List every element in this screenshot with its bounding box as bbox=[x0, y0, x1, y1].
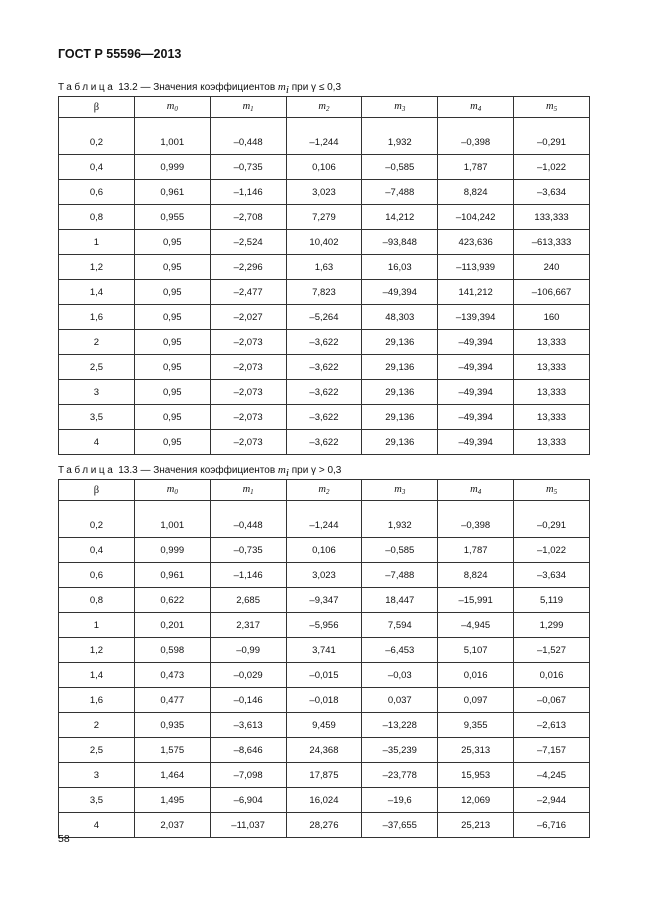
table2-col-header: $m_5$ bbox=[514, 480, 590, 501]
table-cell: 0,201 bbox=[134, 613, 210, 638]
table-cell: –0,735 bbox=[210, 538, 286, 563]
table-cell: –0,99 bbox=[210, 638, 286, 663]
table-cell: 3,5 bbox=[59, 788, 135, 813]
table-cell: 48,303 bbox=[362, 305, 438, 330]
table-cell: –0,448 bbox=[210, 118, 286, 155]
table-cell: 28,276 bbox=[286, 813, 362, 838]
table-cell: 0,598 bbox=[134, 638, 210, 663]
table1-col-header: β bbox=[59, 97, 135, 118]
table-cell: –4,945 bbox=[438, 613, 514, 638]
table-cell: 0,999 bbox=[134, 538, 210, 563]
table-cell: 0,016 bbox=[438, 663, 514, 688]
table-cell: 1,932 bbox=[362, 501, 438, 538]
table-cell: 0,097 bbox=[438, 688, 514, 713]
table-row bbox=[59, 501, 590, 538]
table-cell: –2,477 bbox=[210, 280, 286, 305]
table-cell: –9,347 bbox=[286, 588, 362, 613]
table-cell: –37,655 bbox=[362, 813, 438, 838]
table2-caption-cond: при γ > 0,3 bbox=[288, 465, 342, 476]
table2-caption bbox=[58, 464, 341, 479]
table-row bbox=[59, 380, 590, 405]
table-cell: 12,069 bbox=[438, 788, 514, 813]
table-cell: –2,073 bbox=[210, 405, 286, 430]
table-cell: –1,022 bbox=[514, 538, 590, 563]
table-cell: –4,245 bbox=[514, 763, 590, 788]
table-cell: 0,4 bbox=[59, 538, 135, 563]
table-row bbox=[59, 663, 590, 688]
table-cell: –0,585 bbox=[362, 538, 438, 563]
table-cell: 29,136 bbox=[362, 430, 438, 455]
table-row bbox=[59, 280, 590, 305]
table-cell: –1,244 bbox=[286, 501, 362, 538]
table-cell: 1,932 bbox=[362, 118, 438, 155]
table-cell: 16,024 bbox=[286, 788, 362, 813]
table-cell: 0,477 bbox=[134, 688, 210, 713]
table-cell: 3,5 bbox=[59, 405, 135, 430]
table-row bbox=[59, 563, 590, 588]
table-cell: 3 bbox=[59, 763, 135, 788]
table-cell: –2,524 bbox=[210, 230, 286, 255]
table-cell: 141,212 bbox=[438, 280, 514, 305]
table-cell: –49,394 bbox=[438, 330, 514, 355]
table-cell: –49,394 bbox=[438, 430, 514, 455]
table-cell: 7,823 bbox=[286, 280, 362, 305]
table-cell: –139,394 bbox=[438, 305, 514, 330]
table-cell: –3,622 bbox=[286, 405, 362, 430]
table-row bbox=[59, 205, 590, 230]
table-row bbox=[59, 713, 590, 738]
table-cell: 2,685 bbox=[210, 588, 286, 613]
table-cell: 2,5 bbox=[59, 738, 135, 763]
table-cell: 1,001 bbox=[134, 501, 210, 538]
table-cell: 1 bbox=[59, 230, 135, 255]
table1-col-header: $m_5$ bbox=[514, 97, 590, 118]
table1-col-header: $m_2$ bbox=[286, 97, 362, 118]
table-cell: 1,001 bbox=[134, 118, 210, 155]
table-13-3 bbox=[58, 479, 590, 838]
table-cell: –2,073 bbox=[210, 380, 286, 405]
table-cell: –3,634 bbox=[514, 180, 590, 205]
table-cell: –5,956 bbox=[286, 613, 362, 638]
table-cell: 1,299 bbox=[514, 613, 590, 638]
table-cell: –3,622 bbox=[286, 380, 362, 405]
table-cell: –49,394 bbox=[438, 355, 514, 380]
table-cell: 0,95 bbox=[134, 255, 210, 280]
table-cell: 0,95 bbox=[134, 305, 210, 330]
table1-col-header: $m_1$ bbox=[210, 97, 286, 118]
table-cell: –3,634 bbox=[514, 563, 590, 588]
table-cell: 4 bbox=[59, 813, 135, 838]
table-cell: 0,8 bbox=[59, 205, 135, 230]
table-cell: 29,136 bbox=[362, 380, 438, 405]
document-header: ГОСТ Р 55596—2013 bbox=[58, 47, 182, 61]
table-cell: –11,037 bbox=[210, 813, 286, 838]
table-cell: 0,106 bbox=[286, 538, 362, 563]
table-cell: 0,8 bbox=[59, 588, 135, 613]
table-cell: 13,333 bbox=[514, 355, 590, 380]
table-cell: 16,03 bbox=[362, 255, 438, 280]
table-cell: –0,146 bbox=[210, 688, 286, 713]
table-cell: –35,239 bbox=[362, 738, 438, 763]
table-cell: 2,317 bbox=[210, 613, 286, 638]
table-cell: –49,394 bbox=[438, 380, 514, 405]
table-cell: 0,999 bbox=[134, 155, 210, 180]
table-cell: 0,473 bbox=[134, 663, 210, 688]
table-cell: –0,398 bbox=[438, 501, 514, 538]
table-cell: –0,735 bbox=[210, 155, 286, 180]
table-cell: –2,613 bbox=[514, 713, 590, 738]
table-cell: –2,073 bbox=[210, 430, 286, 455]
table-cell: –49,394 bbox=[438, 405, 514, 430]
table-cell: –2,708 bbox=[210, 205, 286, 230]
table-cell: –3,622 bbox=[286, 355, 362, 380]
table-row bbox=[59, 255, 590, 280]
table-cell: 14,212 bbox=[362, 205, 438, 230]
table-cell: –15,991 bbox=[438, 588, 514, 613]
table2-caption-var: m bbox=[277, 464, 286, 476]
table-cell: 1,6 bbox=[59, 305, 135, 330]
table-row bbox=[59, 738, 590, 763]
table-cell: –0,018 bbox=[286, 688, 362, 713]
table-cell: 7,594 bbox=[362, 613, 438, 638]
table-cell: –0,291 bbox=[514, 118, 590, 155]
table-cell: –8,646 bbox=[210, 738, 286, 763]
table-cell: 0,95 bbox=[134, 280, 210, 305]
table2-header-row bbox=[59, 480, 590, 501]
table2-col-header: $m_0$ bbox=[134, 480, 210, 501]
table-cell: 2 bbox=[59, 330, 135, 355]
table-cell: 1,464 bbox=[134, 763, 210, 788]
table-cell: 1,4 bbox=[59, 663, 135, 688]
table-cell: –2,027 bbox=[210, 305, 286, 330]
table-cell: 29,136 bbox=[362, 330, 438, 355]
table-cell: –13,228 bbox=[362, 713, 438, 738]
table-cell: 1,495 bbox=[134, 788, 210, 813]
table1-caption bbox=[58, 81, 341, 96]
table1-col-header: $m_4$ bbox=[438, 97, 514, 118]
table-cell: 24,368 bbox=[286, 738, 362, 763]
table-cell: 1,6 bbox=[59, 688, 135, 713]
table-row bbox=[59, 305, 590, 330]
table-row bbox=[59, 155, 590, 180]
table-cell: 0,016 bbox=[514, 663, 590, 688]
table-cell: 0,106 bbox=[286, 155, 362, 180]
table2-caption-text: — Значения коэффициентов bbox=[137, 465, 278, 476]
table-cell: 0,95 bbox=[134, 355, 210, 380]
table-cell: 5,107 bbox=[438, 638, 514, 663]
table-cell: –104,242 bbox=[438, 205, 514, 230]
table-row bbox=[59, 118, 590, 155]
table1-caption-cond: при γ ≤ 0,3 bbox=[288, 82, 342, 93]
table-row bbox=[59, 613, 590, 638]
table-cell: 0,6 bbox=[59, 563, 135, 588]
table-cell: –93,848 bbox=[362, 230, 438, 255]
table-row bbox=[59, 813, 590, 838]
table-cell: 17,875 bbox=[286, 763, 362, 788]
table-cell: 0,4 bbox=[59, 155, 135, 180]
table1-caption-var: m bbox=[277, 81, 286, 93]
table-cell: 25,313 bbox=[438, 738, 514, 763]
table-13-2 bbox=[58, 96, 590, 455]
table-cell: 0,955 bbox=[134, 205, 210, 230]
table-cell: –0,291 bbox=[514, 501, 590, 538]
table-row bbox=[59, 763, 590, 788]
table-cell: 29,136 bbox=[362, 405, 438, 430]
table-cell: –2,296 bbox=[210, 255, 286, 280]
table-cell: –1,146 bbox=[210, 180, 286, 205]
table-cell: –3,622 bbox=[286, 330, 362, 355]
table-cell: 1,2 bbox=[59, 255, 135, 280]
table1-caption-number: 13.2 bbox=[118, 82, 138, 93]
table-cell: 9,459 bbox=[286, 713, 362, 738]
table-cell: –0,067 bbox=[514, 688, 590, 713]
table-cell: –0,015 bbox=[286, 663, 362, 688]
table-row bbox=[59, 788, 590, 813]
table-cell: 0,95 bbox=[134, 405, 210, 430]
table-cell: 3,023 bbox=[286, 180, 362, 205]
table-cell: 3,741 bbox=[286, 638, 362, 663]
table-cell: –3,613 bbox=[210, 713, 286, 738]
table-row bbox=[59, 430, 590, 455]
table-cell: 13,333 bbox=[514, 380, 590, 405]
table-cell: –49,394 bbox=[362, 280, 438, 305]
table-cell: 2,037 bbox=[134, 813, 210, 838]
table-cell: –5,264 bbox=[286, 305, 362, 330]
table-cell: –106,667 bbox=[514, 280, 590, 305]
table-cell: 5,119 bbox=[514, 588, 590, 613]
table1-col-header: $m_3$ bbox=[362, 97, 438, 118]
table-cell: –3,622 bbox=[286, 430, 362, 455]
table-cell: –1,527 bbox=[514, 638, 590, 663]
table2-col-header: β bbox=[59, 480, 135, 501]
table-cell: 3,023 bbox=[286, 563, 362, 588]
table-cell: 25,213 bbox=[438, 813, 514, 838]
table-cell: –2,944 bbox=[514, 788, 590, 813]
table-row bbox=[59, 330, 590, 355]
table-cell: 0,961 bbox=[134, 180, 210, 205]
table-cell: 18,447 bbox=[362, 588, 438, 613]
table-cell: 0,935 bbox=[134, 713, 210, 738]
table-row bbox=[59, 180, 590, 205]
table-cell: 1,575 bbox=[134, 738, 210, 763]
table2-col-header: $m_2$ bbox=[286, 480, 362, 501]
table-row bbox=[59, 230, 590, 255]
table1-caption-text: — Значения коэффициентов bbox=[137, 82, 278, 93]
table-cell: –113,939 bbox=[438, 255, 514, 280]
table-cell: 15,953 bbox=[438, 763, 514, 788]
table2-caption-label: Таблица bbox=[58, 465, 116, 476]
table-row bbox=[59, 588, 590, 613]
table-cell: –0,448 bbox=[210, 501, 286, 538]
table-cell: 0,95 bbox=[134, 380, 210, 405]
table-cell: 13,333 bbox=[514, 430, 590, 455]
table-cell: –7,098 bbox=[210, 763, 286, 788]
table-cell: 7,279 bbox=[286, 205, 362, 230]
table-cell: 1 bbox=[59, 613, 135, 638]
table2-col-header: $m_1$ bbox=[210, 480, 286, 501]
table-cell: 0,6 bbox=[59, 180, 135, 205]
table-cell: –6,453 bbox=[362, 638, 438, 663]
table-cell: –2,073 bbox=[210, 355, 286, 380]
table-cell: –1,146 bbox=[210, 563, 286, 588]
table-cell: –19,6 bbox=[362, 788, 438, 813]
table-cell: –7,488 bbox=[362, 563, 438, 588]
table1-caption-var-sub: i bbox=[285, 84, 289, 96]
table-cell: 0,95 bbox=[134, 330, 210, 355]
table-cell: 1,63 bbox=[286, 255, 362, 280]
table2-col-header: $m_4$ bbox=[438, 480, 514, 501]
table-cell: 133,333 bbox=[514, 205, 590, 230]
table-cell: –1,022 bbox=[514, 155, 590, 180]
table-row bbox=[59, 688, 590, 713]
table-cell: –0,029 bbox=[210, 663, 286, 688]
table-cell: 1,787 bbox=[438, 538, 514, 563]
table-cell: –0,585 bbox=[362, 155, 438, 180]
table-cell: 8,824 bbox=[438, 180, 514, 205]
table-cell: 13,333 bbox=[514, 330, 590, 355]
table-cell: 1,4 bbox=[59, 280, 135, 305]
table-cell: 2,5 bbox=[59, 355, 135, 380]
table-cell: 2 bbox=[59, 713, 135, 738]
table-cell: –0,398 bbox=[438, 118, 514, 155]
table-cell: 0,037 bbox=[362, 688, 438, 713]
table-cell: 0,95 bbox=[134, 230, 210, 255]
table-cell: –2,073 bbox=[210, 330, 286, 355]
table-cell: 1,787 bbox=[438, 155, 514, 180]
table-cell: –6,716 bbox=[514, 813, 590, 838]
table-cell: 3 bbox=[59, 380, 135, 405]
page-number: 58 bbox=[58, 833, 70, 845]
table-cell: 0,961 bbox=[134, 563, 210, 588]
table-cell: 13,333 bbox=[514, 405, 590, 430]
table-cell: 1,2 bbox=[59, 638, 135, 663]
table-cell: 160 bbox=[514, 305, 590, 330]
table-cell: 4 bbox=[59, 430, 135, 455]
table-row bbox=[59, 638, 590, 663]
table-cell: 0,2 bbox=[59, 118, 135, 155]
table-cell: 0,622 bbox=[134, 588, 210, 613]
table2-caption-number: 13.3 bbox=[118, 465, 138, 476]
table1-caption-label: Таблица bbox=[58, 82, 116, 93]
table-cell: –613,333 bbox=[514, 230, 590, 255]
table2-caption-var-sub: i bbox=[285, 467, 289, 479]
table-row bbox=[59, 538, 590, 563]
table-cell: 8,824 bbox=[438, 563, 514, 588]
table-cell: 29,136 bbox=[362, 355, 438, 380]
table-cell: 240 bbox=[514, 255, 590, 280]
table-row bbox=[59, 355, 590, 380]
table1-header-row bbox=[59, 97, 590, 118]
table-row bbox=[59, 405, 590, 430]
table-cell: –23,778 bbox=[362, 763, 438, 788]
table-cell: 423,636 bbox=[438, 230, 514, 255]
table-cell: –0,03 bbox=[362, 663, 438, 688]
table-cell: 0,2 bbox=[59, 501, 135, 538]
table-cell: –7,488 bbox=[362, 180, 438, 205]
table-cell: –6,904 bbox=[210, 788, 286, 813]
table-cell: 9,355 bbox=[438, 713, 514, 738]
table-cell: 0,95 bbox=[134, 430, 210, 455]
table2-col-header: $m_3$ bbox=[362, 480, 438, 501]
table-cell: 10,402 bbox=[286, 230, 362, 255]
table-cell: –7,157 bbox=[514, 738, 590, 763]
table-cell: –1,244 bbox=[286, 118, 362, 155]
table1-col-header: $m_0$ bbox=[134, 97, 210, 118]
